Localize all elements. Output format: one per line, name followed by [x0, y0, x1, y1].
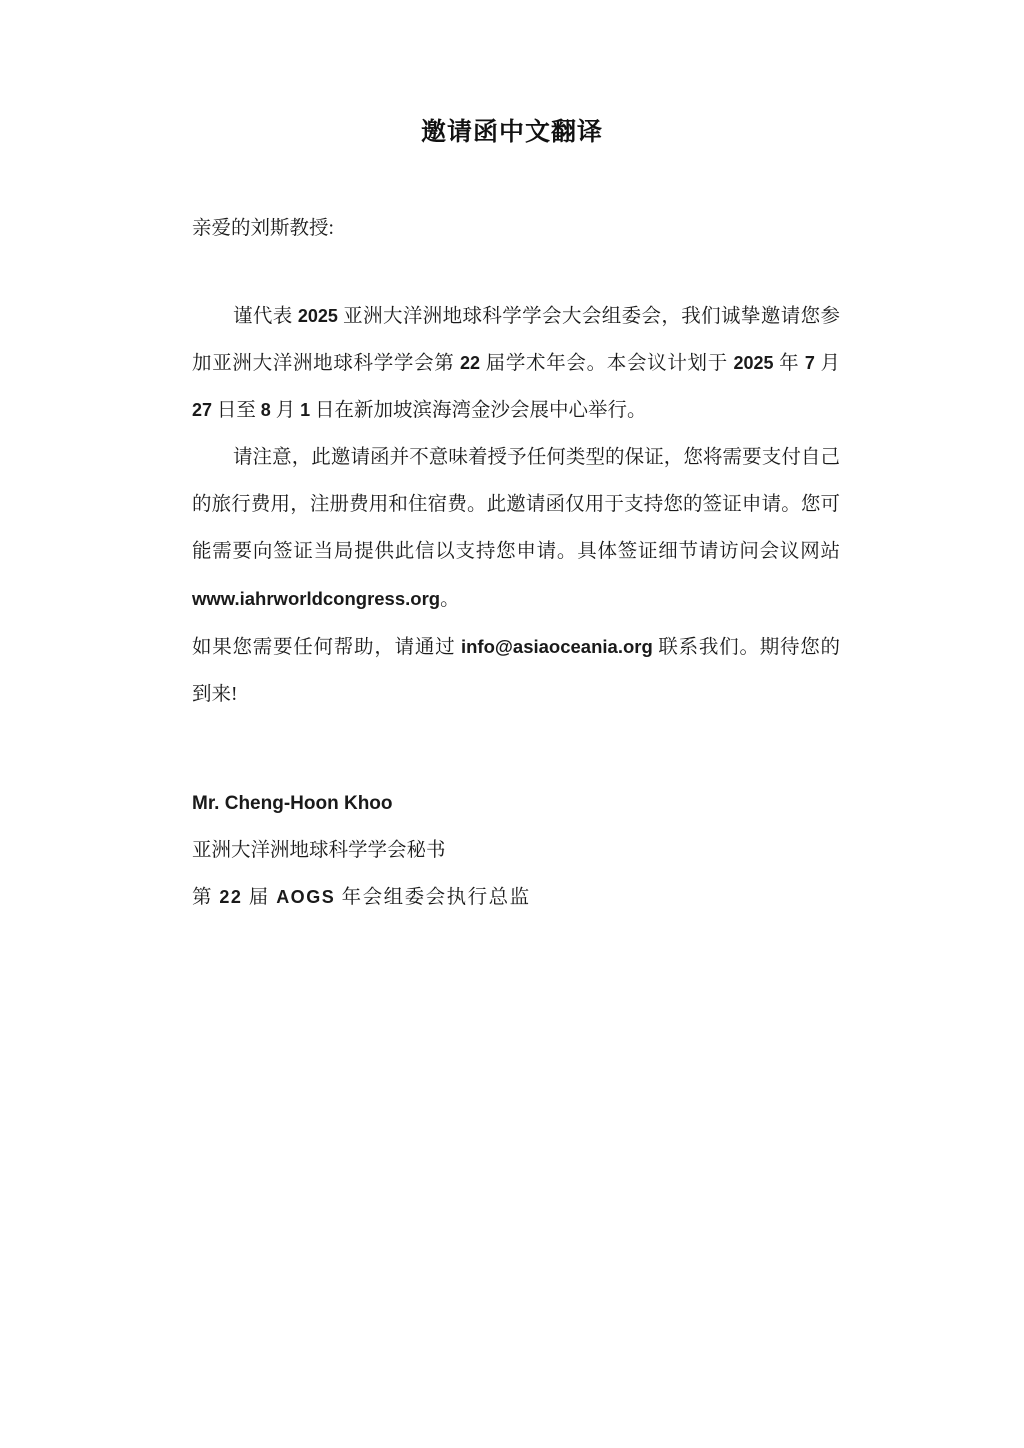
p2-part2: 。 — [440, 589, 460, 610]
paragraph-invitation — [192, 293, 840, 434]
p1-part8: 日在新加坡滨海湾金沙会展中心举行。 — [310, 400, 647, 421]
sig-title-prefix: 第 — [192, 887, 220, 908]
signatory-title — [192, 874, 840, 921]
p1-day1: 27 — [192, 400, 213, 420]
p3-part1: 如果您需要任何帮助，请通过 — [192, 637, 461, 658]
contact-email-link[interactable]: info@asiaoceania.org — [460, 636, 653, 657]
congress-website-link[interactable]: www.iahrworldcongress.org — [192, 588, 441, 609]
signature-block — [192, 780, 840, 921]
p1-part7: 月 — [270, 400, 301, 421]
signatory-role: 亚洲大洋洲地球科学学会秘书 — [192, 840, 446, 861]
sig-title-mid: 届 — [242, 887, 277, 908]
paragraph-visa-note — [192, 434, 840, 623]
sig-title-org: AOGS — [276, 887, 336, 907]
document-body — [192, 205, 840, 718]
p1-part3: 届学术年会。本会议计划于 — [480, 353, 734, 374]
p2-part1: 请注意，此邀请函并不意味着授予任何类型的保证，您将需要支付自己的旅行费用，注册费用和住宿费。此邀请函仅用于支持您的签证申请。您可能需要向签证当局提供此信以支持您申请。具体签证细节请访问会议网站 — [192, 447, 840, 562]
page-title: 邀请函中文翻译 — [420, 118, 603, 146]
salutation: 亲爱的刘斯教授: — [192, 218, 334, 239]
sig-title-number: 22 — [219, 887, 243, 907]
p1-edition: 22 — [460, 353, 481, 373]
p1-part1: 谨代表 — [232, 306, 298, 327]
p1-month1: 7 — [804, 353, 815, 373]
p1-month2: 8 — [260, 400, 271, 420]
p1-part2: 亚洲大洋洲地球科学学会大会组委会，我们诚挚邀请您参加亚洲大洋洲地球科学学会第 — [192, 306, 840, 374]
p3-part2: 联系我们。期待您的到来! — [192, 637, 840, 705]
p1-part6: 日至 — [212, 400, 261, 421]
p1-part4: 年 — [773, 353, 805, 374]
paragraph-contact — [192, 623, 840, 718]
signatory-name: Mr. Cheng-Hoon Khoo — [192, 793, 393, 814]
p1-part5: 月 — [814, 353, 840, 374]
p1-year: 2025 — [297, 306, 338, 326]
sig-title-suffix: 年会组委会执行总监 — [335, 887, 531, 908]
p1-date-year: 2025 — [733, 353, 774, 373]
p1-day2: 1 — [300, 400, 311, 420]
